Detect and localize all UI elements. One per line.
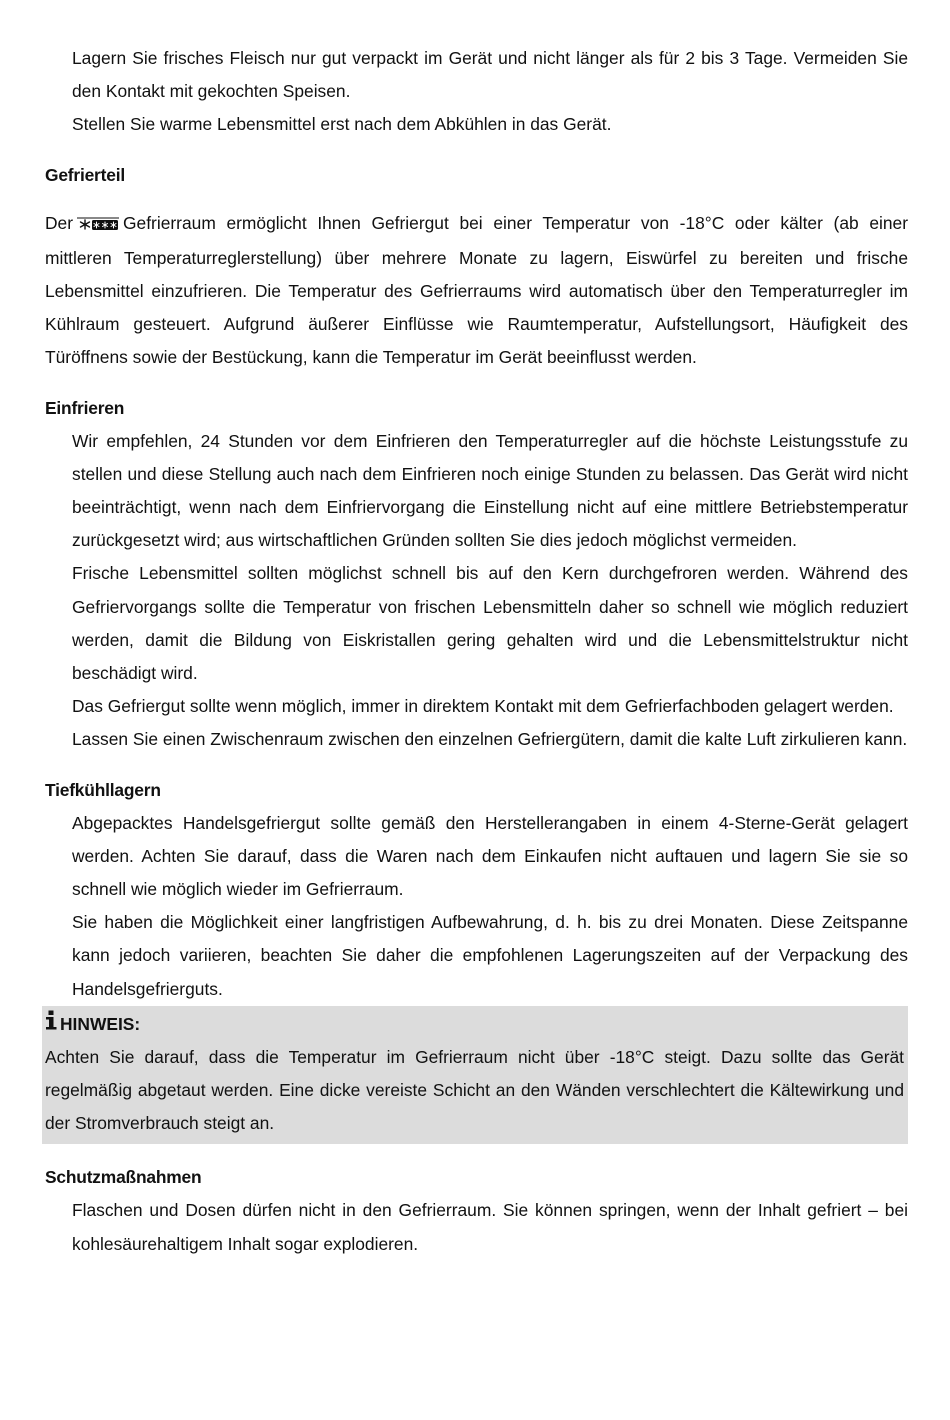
- freezer-star-icon: [77, 209, 119, 242]
- einfrieren-paragraph-2: Frische Lebensmittel sollten möglichst schnell bis auf den Kern durchgefroren werden. Während des Gefriervorgangs sollte die Temperatur von frischen Lebensmitteln daher so schnell wie möglich reduziert werden, damit die Bildung von Eiskristallen gering gehalten wird und die Lebensmittelstruktur nicht beschädigt wird.: [72, 563, 908, 684]
- hinweis-text: Achten Sie darauf, dass die Temperatur im Gefrierraum nicht über -18°C steigt. Dazu sollte das Gerät regelmäßig abgetaut werden. Eine dicke vereiste Schicht an den Wänden verschlechtert die Kältewirkung und der Stromverbrauch steigt an.: [45, 1046, 904, 1134]
- hinweis-label: HINWEIS:: [60, 1013, 141, 1034]
- einfrieren-paragraph-4: Lassen Sie einen Zwischenraum zwischen den einzelnen Gefriergütern, damit die kalte Luft zirkulieren kann.: [72, 729, 908, 750]
- heading-gefrierteil: Gefrierteil: [45, 164, 125, 185]
- gefrierteil-paragraph: [45, 207, 908, 375]
- schutzmassnahmen-paragraph-1: Flaschen und Dosen dürfen nicht in den Gefrierraum. Sie können springen, wenn der Inhalt gefriert – bei kohlesäurehaltigem Inhalt sogar explodieren.: [72, 1200, 908, 1254]
- hinweis-box: [42, 1006, 908, 1145]
- einfrieren-paragraph-3: Das Gefriergut sollte wenn möglich, immer in direktem Kontakt mit dem Gefrierfachboden gelagert werden.: [72, 696, 894, 717]
- tiefkuehllagern-paragraph-1: Abgepacktes Handelsgefriergut sollte gemäß den Herstellerangaben in einem 4-Sterne-Gerät gelagert werden. Achten Sie darauf, dass die Waren nach dem Einkaufen nicht auftauen und lagern Sie sie so schnell wie möglich wieder im Gefrierraum.: [72, 812, 908, 900]
- heading-einfrieren: Einfrieren: [45, 397, 125, 418]
- gefrierteil-text-after: Gefrierraum ermöglicht Ihnen Gefriergut bei einer Temperatur von -18°C oder kälter (ab einer mittleren Temperaturreglerstellung) über mehrere Monate zu lagern, Eiswürfel zu bereiten und frische Lebensmittel einzufrieren. Die Temperatur des Gefrierraums wird automatisch über den Temperaturregler im Kühlraum gesteuert. Aufgrund äußerer Einflüsse wie Raumtemperatur, Aufstellungsort, Häufigkeit des Türöffnens sowie der Bestückung, kann die Temperatur im Gerät beeinflusst werden.: [45, 212, 908, 368]
- heading-tiefkuehllagern: Tiefkühllagern: [45, 779, 161, 800]
- einfrieren-paragraph-1: Wir empfehlen, 24 Stunden vor dem Einfrieren den Temperaturregler auf die höchste Leistungsstufe zu stellen und diese Stellung auch nach dem Einfrieren noch einige Stunden zu belassen. Das Gerät wird nicht beeinträchtigt, wenn nach dem Einfriervorgang die Einstellung nicht auf eine mittlere Betriebstemperatur zurückgesetzt wird; aus wirtschaftlichen Gründen sollten Sie dies jedoch möglichst vermeiden.: [72, 430, 908, 551]
- tiefkuehllagern-paragraph-2: Sie haben die Möglichkeit einer langfristigen Aufbewahrung, d. h. bis zu drei Monaten. Diese Zeitspanne kann jedoch variieren, beachten Sie daher die empfohlenen Lagerungszeiten auf der Verpackung des Handelsgefrierguts.: [72, 912, 908, 999]
- gefrierteil-text-before: Der: [45, 212, 74, 233]
- intro-paragraph-1: Lagern Sie frisches Fleisch nur gut verpackt im Gerät und nicht länger als für 2 bis 3 Tage. Vermeiden Sie den Kontakt mit gekochten Speisen.: [72, 48, 908, 102]
- hinweis-header: [45, 1008, 904, 1041]
- info-icon: [45, 1008, 58, 1041]
- intro-paragraph-2: Stellen Sie warme Lebensmittel erst nach dem Abkühlen in das Gerät.: [72, 114, 612, 135]
- heading-schutzmassnahmen: Schutzmaßnahmen: [45, 1167, 202, 1188]
